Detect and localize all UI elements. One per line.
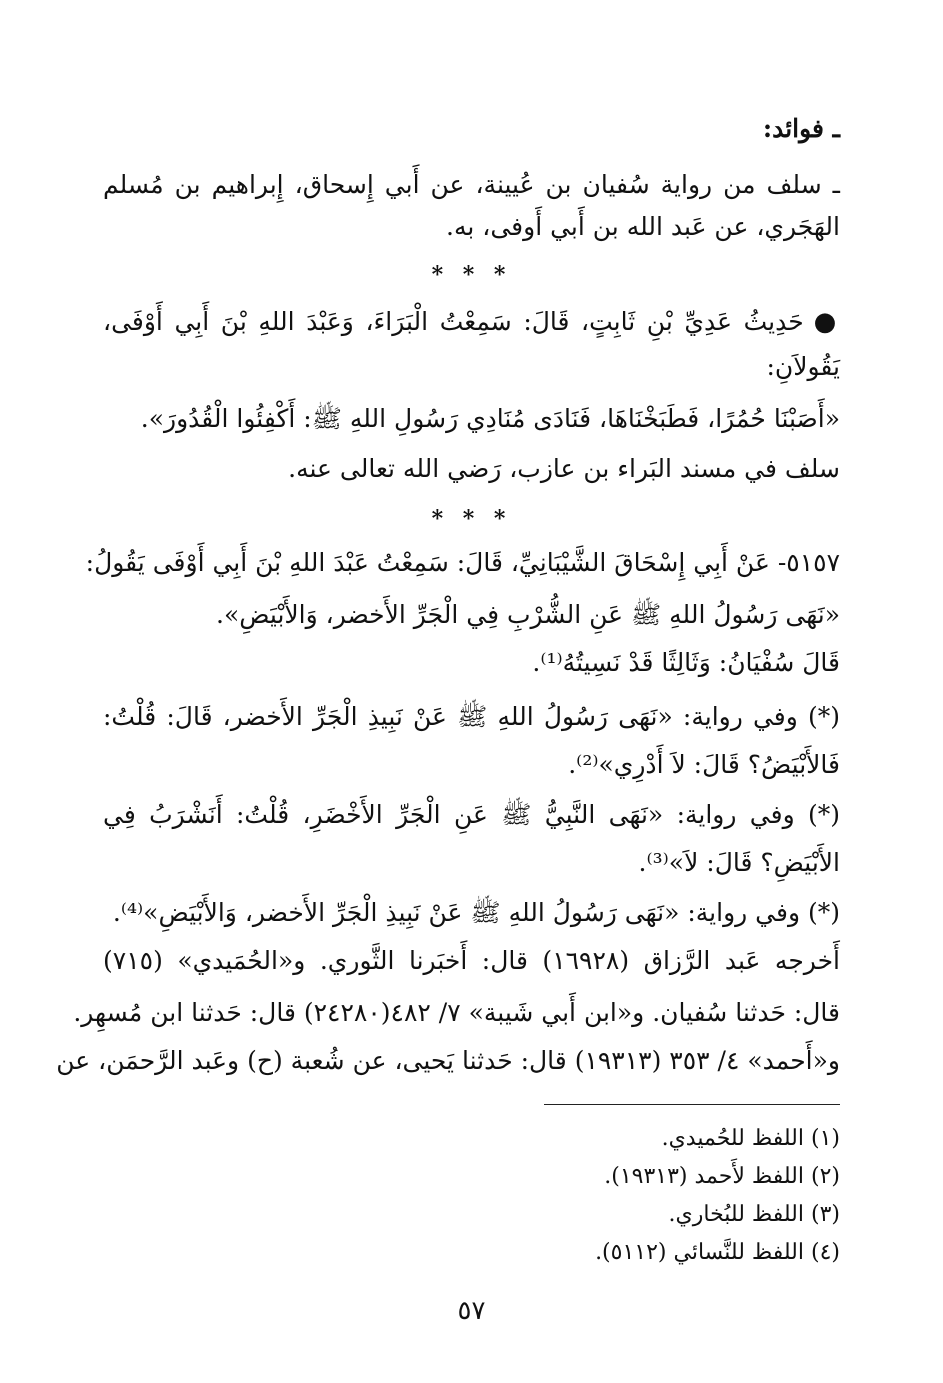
separator-stars-1: * * * <box>431 262 512 288</box>
riwaya-2-line-2: الأَبْيَضِ؟ قَالَ: لاَ»⁽³⁾. <box>638 848 840 877</box>
riwaya-1-line-2: فَالأَبْيَضُ؟ قَالَ: لاَ أَدْرِي»⁽²⁾. <box>568 750 840 779</box>
takhrij-line-2: قال: حَدثنا سُفيان. و«ابن أَبي شَيبة» ٧/ ٤٨٢(٢٤٢٨٠) قال: حَدثنا ابن مُسهِر. <box>73 998 840 1027</box>
footnote-4: (٤) اللفظ للنَّسائي (٥١١٢). <box>595 1240 840 1265</box>
fawaid-heading: ـ فوائد: <box>762 114 840 143</box>
footnote-divider <box>544 1104 840 1105</box>
fawaid-line-1: ـ سلف من رواية سُفيان بن عُيينة، عن أَبي إِسحاق، إِبراهيم بن مُسلم <box>103 170 840 199</box>
hadith-intro-note: سلف في مسند البَراء بن عازب، رَضي الله تعالى عنه. <box>288 454 840 483</box>
hadith-intro-text: حَدِيثُ عَدِيِّ بْنِ ثَابِتٍ، قَالَ: سَمِعْتُ الْبَرَاءَ، وَعَبْدَ اللهِ بْنَ أَبِي أَوْفَى، <box>103 307 804 336</box>
separator-stars-2: * * * <box>431 506 512 532</box>
hadith-5157-line-3: قَالَ سُفْيَانُ: وَثَالِثًا قَدْ نَسِيتُهُ⁽¹⁾. <box>532 648 840 677</box>
riwaya-2-line-1: (*) وفي رواية: «نَهَى النَّبِيُّ ﷺ عَنِ الْجَرِّ الأَخْضَرِ، قُلْتُ: أَنَشْرَبُ فِي <box>103 800 840 829</box>
takhrij-line-1: أَخرجه عَبد الرَّزاق (١٦٩٢٨) قال: أَخبَرنا الثَّوري. و«الحُمَيدي» (٧١٥) <box>103 946 840 975</box>
hadith-intro-line-1 <box>103 305 840 339</box>
bullet-icon: ● <box>813 307 841 337</box>
footnote-1: (١) اللفظ للحُميدي. <box>661 1126 840 1151</box>
hadith-5157-line-2: «نَهَى رَسُولُ اللهِ ﷺ عَنِ الشُّرْبِ فِي الْجَرِّ الأَخضر، وَالأَبْيَضِ». <box>216 600 840 629</box>
footnote-3: (٣) اللفظ للبُخاري. <box>668 1202 840 1227</box>
page-number: ٥٧ <box>457 1296 486 1326</box>
hadith-intro-quote: «أَصَبْنَا حُمُرًا، فَطَبَخْنَاهَا، فَنَادَى مُنَادِي رَسُولِ اللهِ ﷺ: أَكْفِئُوا الْقُدُورَ». <box>140 404 840 433</box>
riwaya-3-line-1: (*) وفي رواية: «نَهَى رَسُولُ اللهِ ﷺ عَنْ نَبِيذِ الْجَرِّ الأَخضر، وَالأَبْيَضِ»⁽⁴⁾. <box>112 898 840 927</box>
hadith-intro-line-2: يَقُولاَنِ: <box>766 352 840 381</box>
takhrij-line-3: و«أَحمد» ٤/ ٣٥٣ (١٩٣١٣) قال: حَدثنا يَحيى، عن شُعبة (ح) وعَبد الرَّحمَن، عن <box>56 1046 840 1075</box>
hadith-5157-line-1: ٥١٥٧- عَنْ أَبِي إِسْحَاقَ الشَّيْبَانِيِّ، قَالَ: سَمِعْتُ عَبْدَ اللهِ بْنَ أَبِي أَوْفَى يَقُولُ: <box>85 548 840 577</box>
riwaya-1-line-1: (*) وفي رواية: «نَهَى رَسُولُ اللهِ ﷺ عَنْ نَبِيذِ الْجَرِّ الأَخضر، قَالَ: قُلْتُ: <box>103 702 840 731</box>
fawaid-line-2: الهَجَري، عن عَبد الله بن أَبي أَوفى، به. <box>446 212 840 241</box>
footnote-2: (٢) اللفظ لأَحمد (١٩٣١٣). <box>604 1164 840 1189</box>
